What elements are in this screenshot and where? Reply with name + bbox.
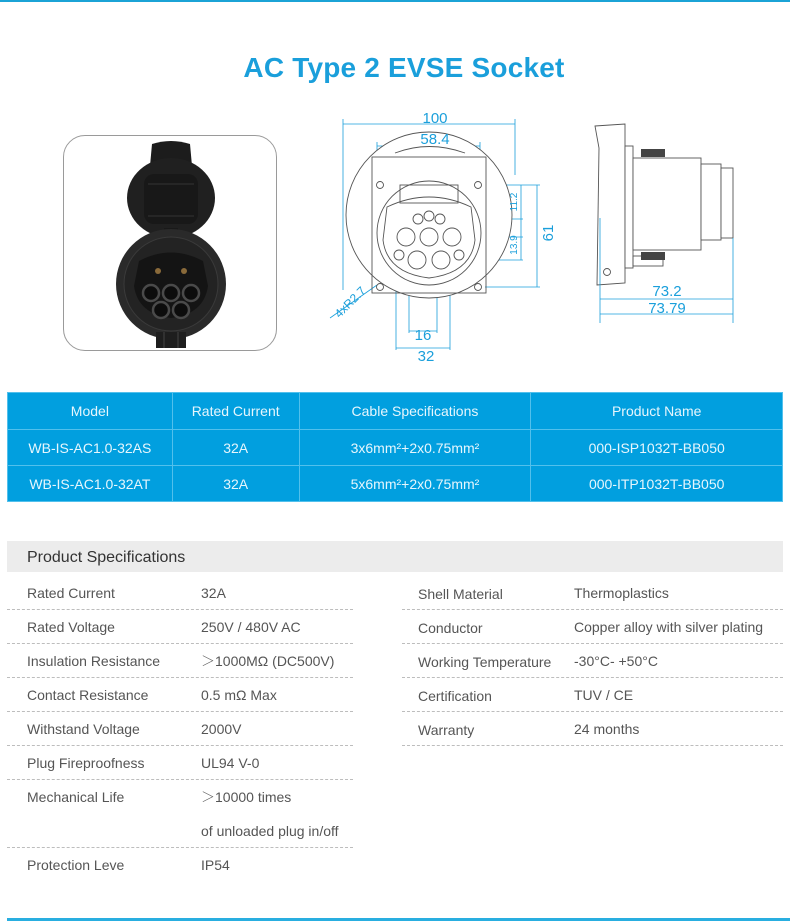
spec-row [7,644,353,678]
spec-label: Mechanical Life [27,789,125,805]
spec-row [7,780,353,848]
spec-label: Contact Resistance [27,687,149,703]
spec-label: Protection Leve [27,857,125,873]
spec-value: UL94 V-0 [201,755,260,771]
spec-value: -30°C- +50°C [574,653,658,669]
cell-product-name: 000-ISP1032T-BB050 [531,430,783,466]
spec-label: Withstand Voltage [27,721,140,737]
spec-row [7,712,353,746]
spec-label: Certification [418,688,492,704]
spec-list-right [402,576,783,746]
spec-value [201,789,339,839]
spec-row [402,610,783,644]
spec-label: Warranty [418,722,475,738]
cell-product-name: 000-ITP1032T-BB050 [531,466,783,502]
front-view-drawing [325,105,565,370]
spec-label: Insulation Resistance [27,653,161,669]
cell-rated-current: 32A [172,430,299,466]
col-header-rated-current: Rated Current [172,393,299,430]
dim-73-79: 73.79 [648,300,686,317]
spec-section-title: Product Specifications [27,549,186,566]
spec-label: Working Temperature [418,654,552,670]
spec-row [7,678,353,712]
spec-value: 32A [201,585,226,601]
dim-61: 61 [540,224,557,242]
dim-16: 16 [414,327,432,344]
spec-row [7,746,353,780]
spec-list-left [7,576,353,882]
table-header-row [8,393,783,430]
spec-row [7,576,353,610]
table-row [8,466,783,502]
spec-value: 24 months [574,721,640,737]
spec-row [7,848,353,882]
dim-73-2: 73.2 [652,283,682,300]
dim-32: 32 [417,348,435,365]
spec-value: 0.5 mΩ Max [201,687,277,703]
socket-photo-icon [64,136,277,351]
cell-model: WB-IS-AC1.0-32AS [8,430,173,466]
spec-value: 2000V [201,721,242,737]
cell-model: WB-IS-AC1.0-32AT [8,466,173,502]
spec-value: Copper alloy with silver plating [574,619,764,635]
spec-value: 250V / 480V AC [201,619,301,635]
spec-label: Rated Current [27,585,115,601]
spec-row [402,678,783,712]
cell-cable-specs: 5x6mm²+2x0.75mm² [299,466,531,502]
spec-row [402,712,783,746]
side-view-drawing [585,118,755,323]
product-photo [63,135,277,351]
spec-value-line1: ＞10000 times [201,789,292,805]
dim-13-9: 13.9 [509,235,520,255]
bottom-divider [7,918,790,921]
spec-section-header [7,541,783,572]
dim-r2-7: 4xR2.7 [331,283,369,321]
spec-label: Rated Voltage [27,619,115,635]
dim-58-4: 58.4 [420,131,450,148]
spec-value-line2: of unloaded plug in/off [201,823,339,839]
spec-label: Shell Material [418,586,503,602]
cell-cable-specs: 3x6mm²+2x0.75mm² [299,430,531,466]
col-header-model: Model [8,393,173,430]
spec-value: ＞1000MΩ (DC500V) [201,653,335,669]
spec-row [402,644,783,678]
model-table [7,392,783,502]
dim-11-2: 11.2 [509,192,520,212]
spec-label: Conductor [418,620,483,636]
page-title: AC Type 2 EVSE Socket [243,52,565,83]
col-header-product-name: Product Name [531,393,783,430]
spec-value: IP54 [201,857,230,873]
top-divider [0,0,790,2]
dim-100: 100 [422,110,448,127]
spec-label: Plug Fireproofness [27,755,145,771]
cell-rated-current: 32A [172,466,299,502]
spec-value: TUV / CE [574,687,634,703]
spec-row [7,610,353,644]
col-header-cable-specs: Cable Specifications [299,393,531,430]
spec-value: Thermoplastics [574,585,669,601]
spec-row [402,576,783,610]
table-row [8,430,783,466]
